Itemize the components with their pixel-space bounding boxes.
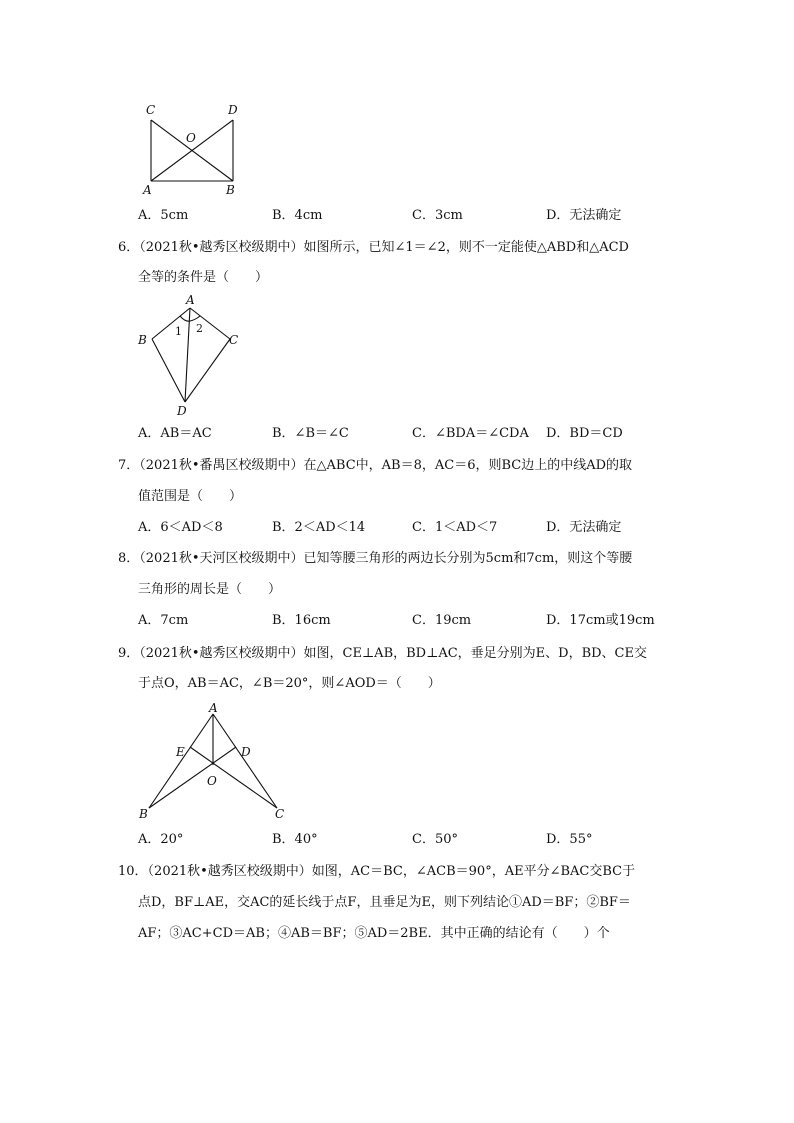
q9-figure <box>135 700 295 825</box>
q9-side-ac <box>213 714 277 808</box>
q9-label-e: E <box>176 745 185 759</box>
q6-label-c: C <box>229 333 239 347</box>
q5-label-b: B <box>226 183 235 197</box>
q9-label-o: O <box>207 774 217 788</box>
q8-option-d[interactable]: D．17cm或19cm <box>546 613 655 628</box>
q9-segment-ce <box>190 747 277 808</box>
q8-stem-line1: 8．（2021秋•天河区校级期中）已知等腰三角形的两边长分别为5cm和7cm，则这个等腰 <box>118 551 633 566</box>
q9-stem-line2: 于点O，AB＝AC，∠B＝20°，则∠AOD＝（ ） <box>138 676 441 691</box>
q7-option-a[interactable]: A．6＜AD＜8 <box>138 520 223 535</box>
q6-stem-line1: 6．（2021秋•越秀区校级期中）如图所示，已知∠1＝∠2，则不一定能使△ABD和△ACD <box>118 240 629 255</box>
q7-option-b[interactable]: B．2＜AD＜14 <box>272 520 366 535</box>
q6-option-b[interactable]: B．∠B＝∠C <box>272 426 349 441</box>
q5-label-a: A <box>143 183 152 197</box>
q8-stem-line2: 三角形的周长是（ ） <box>138 582 282 597</box>
q5-label-d: D <box>228 103 238 117</box>
q8-option-a[interactable]: A．7cm <box>138 613 189 628</box>
q6-side-bd <box>152 339 185 402</box>
q6-angle1-arc <box>180 316 190 321</box>
q6-figure <box>135 292 250 422</box>
q6-side-ad <box>185 308 190 402</box>
q6-stem-line2: 全等的条件是（ ） <box>138 270 269 285</box>
q5-option-a[interactable]: A．5cm <box>138 208 189 223</box>
q6-angle2-arc <box>190 316 200 321</box>
q9-option-c[interactable]: C．50° <box>412 832 458 847</box>
q9-label-d: D <box>241 745 251 759</box>
q9-segment-bd <box>149 747 236 808</box>
q5-figure <box>138 100 248 200</box>
q6-option-d[interactable]: D．BD＝CD <box>546 426 623 441</box>
q7-option-c[interactable]: C．1＜AD＜7 <box>412 520 498 535</box>
q6-label-1: 1 <box>175 325 182 338</box>
q6-side-ab <box>152 308 190 339</box>
q9-label-a: A <box>209 701 218 715</box>
q9-label-c: C <box>275 807 285 821</box>
q9-label-b: B <box>139 807 148 821</box>
q7-option-d[interactable]: D．无法确定 <box>546 520 622 535</box>
q8-option-c[interactable]: C．19cm <box>412 613 472 628</box>
q6-option-a[interactable]: A．AB＝AC <box>138 426 212 441</box>
q10-stem-line2: 点D，BF⊥AE，交AC的延长线于点F，且垂足为E，则下列结论①AD＝BF；②BF＝ <box>138 895 631 910</box>
q7-stem-line1: 7．（2021秋•番禺区校级期中）在△ABC中，AB＝8，AC＝6，则BC边上的中线AD的取 <box>118 458 633 473</box>
q5-option-b[interactable]: B．4cm <box>272 208 323 223</box>
q10-stem-line3: AF；③AC+CD＝AB；④AB＝BF；⑤AD＝2BE．其中正确的结论有（ ）个 <box>138 926 610 941</box>
q6-label-a: A <box>186 293 195 307</box>
q5-option-c[interactable]: C．3cm <box>412 208 463 223</box>
q5-option-d[interactable]: D．无法确定 <box>546 208 622 223</box>
q6-side-cd <box>185 339 230 402</box>
q6-option-c[interactable]: C．∠BDA＝∠CDA <box>412 426 529 441</box>
q10-stem-line1: 10．（2021秋•越秀区校级期中）如图，AC＝BC，∠ACB＝90°，AE平分∠BAC交BC于 <box>118 864 636 879</box>
q9-option-a[interactable]: A．20° <box>138 832 184 847</box>
q6-label-2: 2 <box>196 322 203 335</box>
q9-stem-line1: 9．（2021秋•越秀区校级期中）如图，CE⊥AB，BD⊥AC，垂足分别为E、D，BD、CE交 <box>118 646 647 661</box>
q6-label-b: B <box>138 333 147 347</box>
q9-option-b[interactable]: B．40° <box>272 832 318 847</box>
q5-label-c: C <box>146 103 156 117</box>
q9-side-ab <box>149 714 213 808</box>
q9-option-d[interactable]: D．55° <box>546 832 593 847</box>
q5-label-o: O <box>186 131 196 145</box>
q7-stem-line2: 值范围是（ ） <box>138 489 243 504</box>
q8-option-b[interactable]: B．16cm <box>272 613 331 628</box>
q6-label-d: D <box>177 404 187 418</box>
